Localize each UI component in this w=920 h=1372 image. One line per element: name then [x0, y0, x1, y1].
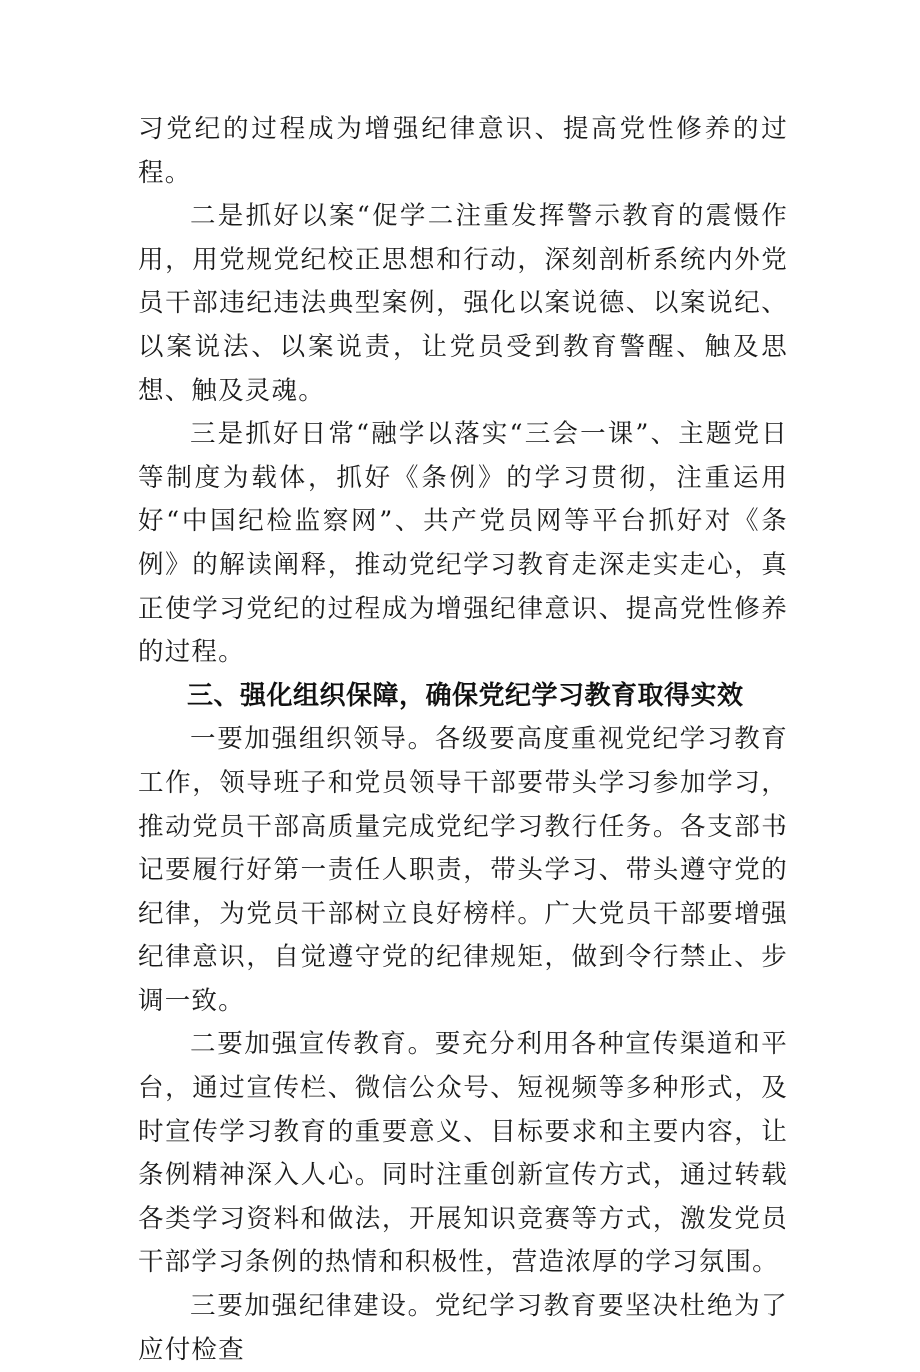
paragraph-leadership: 一要加强组织领导。各级要高度重视党纪学习教育工作，领导班子和党员领导干部要带头学习参加学习，推动党员干部高质量完成党纪学习教行任务。各支部书记要履行好第一责任人职责，带头学习、带头遵守党的纪律，为党员干部树立良好榜样。广大党员干部要增强纪律意识，自觉遵守党的纪律规矩，做到令行禁止、步调一致。: [138, 724, 788, 1016]
paragraph-case-study: 二是抓好以案“促学二注重发挥警示教育的震慑作用，用党规党纪校正思想和行动，深刻剖析系统内外党员干部违纪违法典型案例，强化以案说德、以案说纪、以案说法、以案说责，让党员受到教育警醒、触及思想、触及灵魂。: [138, 201, 788, 406]
paragraph-continuation: 习党纪的过程成为增强纪律意识、提高党性修养的过程。: [138, 114, 788, 188]
section-heading: 三、强化组织保障，确保党纪学习教育取得实效: [187, 680, 744, 711]
paragraph-discipline: 三要加强纪律建设。党纪学习教育要坚决杜绝为了应付检查: [138, 1291, 788, 1365]
document-page: [138, 108, 788, 1372]
paragraph-daily-study: 三是抓好日常“融学以落实“三会一课”、主题党日等制度为载体，抓好《条例》的学习贯彻，注重运用好“中国纪检监察网”、共产党员网等平台抓好对《条例》的解读阐释，推动党纪学习教育走深走实走心，真正使学习党纪的过程成为增强纪律意识、提高党性修养的过程。: [138, 419, 788, 668]
paragraph-publicity: 二要加强宣传教育。要充分利用各种宣传渠道和平台，通过宣传栏、微信公众号、短视频等多种形式，及时宣传学习教育的重要意义、目标要求和主要内容，让条例精神深入人心。同时注重创新宣传方式，通过转载各类学习资料和做法，开展知识竞赛等方式，激发党员干部学习条例的热情和积极性，营造浓厚的学习氛围。: [138, 1029, 788, 1278]
